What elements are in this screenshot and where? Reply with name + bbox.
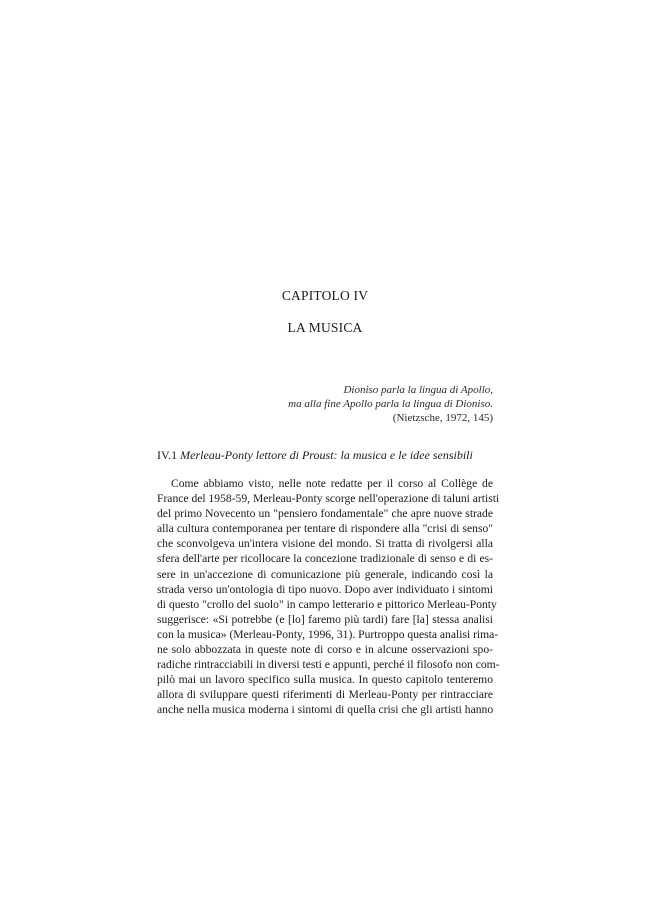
body-line: con la musica» (Merleau-Ponty, 1996, 31). Purtroppo questa analisi rima- <box>157 627 499 641</box>
body-line: sere in un'accezione di comunicazione più generale, indicando così la <box>157 567 493 581</box>
body-paragraph <box>157 476 500 718</box>
epigraph <box>288 383 493 425</box>
chapter-number: CAPITOLO IV <box>281 288 369 303</box>
body-line: strada verso un'ontologia di tipo nuovo. Dopo aver individuato i sintomi <box>157 582 493 596</box>
body-line: suggerisce: «Si potrebbe (e [lo] faremo più tardi) fare [la] stessa analisi <box>157 612 493 626</box>
body-line: che sconvolgeva un'intera visione del mondo. Si tratta di rivolgersi alla <box>157 537 493 551</box>
body-line: sfera dell'arte per ricollocare la concezione tradizionale di senso e di es- <box>157 552 493 566</box>
epigraph-line: ma alla fine Apollo parla la lingua di Dioniso. <box>288 398 493 410</box>
body-line: radiche rintracciabili in diversi testi e appunti, perché il filosofo non com- <box>157 658 500 672</box>
body-line: France del 1958-59, Merleau-Ponty scorge nell'operazione di taluni artisti <box>157 492 500 506</box>
section-number: IV.1 <box>157 448 178 462</box>
body-line: Come abbiamo visto, nelle note redatte per il corso al Collège de <box>171 477 493 490</box>
body-line: pilò mai un lavoro specifico sulla musica. In questo capitolo tenteremo <box>157 673 493 687</box>
chapter-title: LA MUSICA <box>287 320 363 335</box>
body-line: del primo Novecento un "pensiero fondamentale" che apre nuove strade <box>157 507 493 521</box>
epigraph-line: Dioniso parla la lingua di Apollo, <box>343 384 493 396</box>
epigraph-citation: (Nietzsche, 1972, 145) <box>392 412 493 424</box>
body-line: allora di sviluppare questi riferimenti di Merleau-Ponty per rintracciare <box>157 688 493 702</box>
section-heading <box>157 448 497 463</box>
body-line: di questo "crollo del suolo" in campo letterario e pittorico Merleau-Ponty <box>157 597 497 611</box>
body-line: alla cultura contemporanea per tentare di rispondere alla "crisi di senso" <box>157 522 493 536</box>
body-line: ne solo abbozzata in queste note di corso e in alcune osservazioni spo- <box>157 643 493 657</box>
body-line: anche nella musica moderna i sintomi di quella crisi che gli artisti hanno <box>157 703 494 717</box>
section-title: Merleau-Ponty lettore di Proust: la musica e le idee sensibili <box>180 448 473 462</box>
